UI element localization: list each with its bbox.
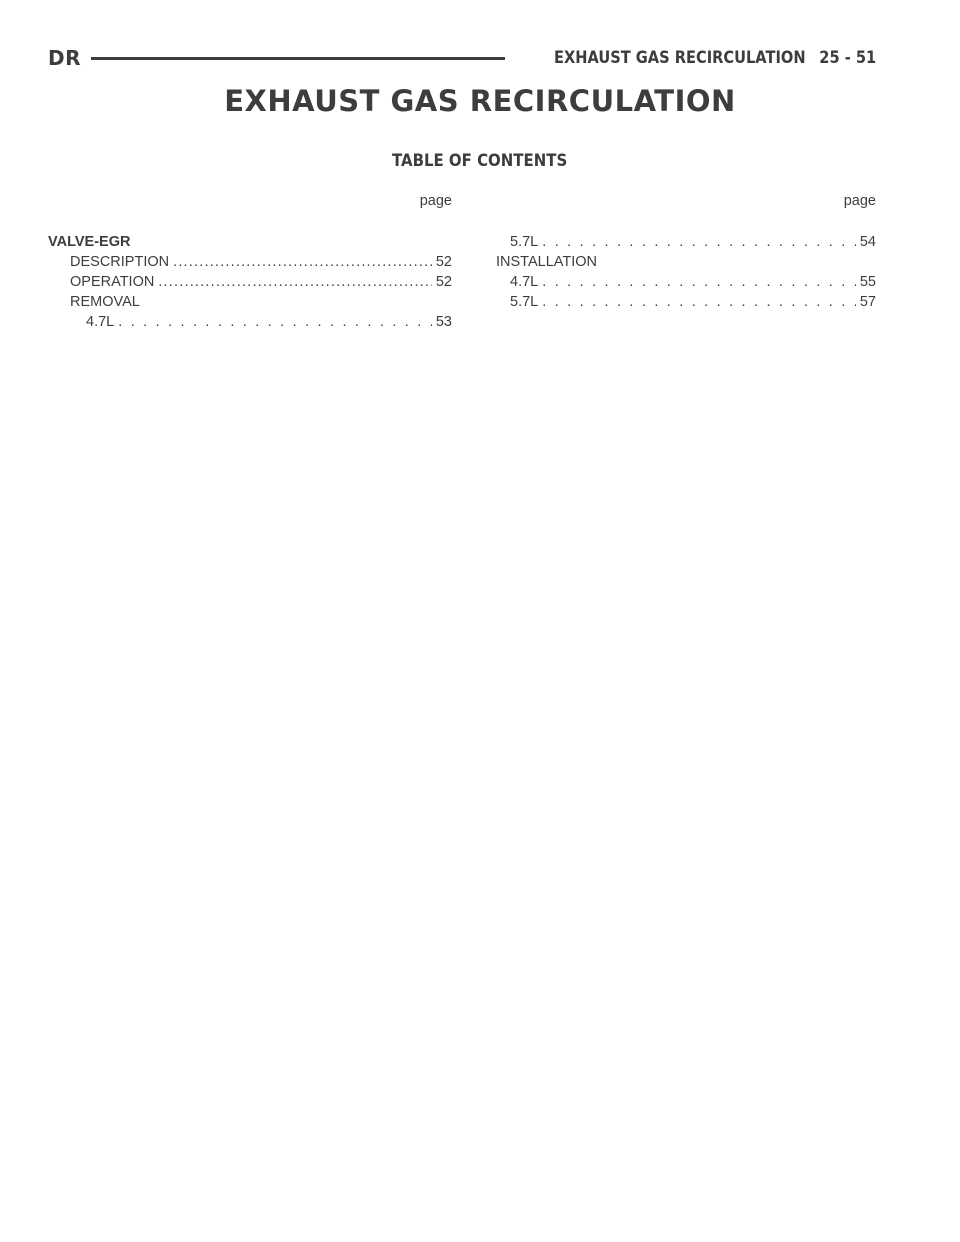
- toc-entry-label: OPERATION: [70, 274, 155, 290]
- header-rule: [91, 57, 505, 60]
- toc-entry-removal-5-7l[interactable]: [496, 232, 876, 252]
- dot-leader: [542, 272, 856, 292]
- dot-leader: [158, 272, 432, 292]
- toc-right-column: [496, 192, 876, 312]
- toc-entry-page: 54: [859, 234, 876, 250]
- header-page-number: 25 - 51: [819, 48, 876, 68]
- page-header: [48, 44, 876, 72]
- toc-entry-description[interactable]: [48, 252, 452, 272]
- toc-entry-label: 5.7L: [510, 234, 539, 250]
- toc-entry-removal[interactable]: [48, 292, 452, 312]
- toc-heading: TABLE OF CONTENTS: [392, 151, 568, 171]
- toc-entry-label: 4.7L: [86, 314, 115, 330]
- dot-leader: [118, 312, 432, 332]
- toc-entry-label: REMOVAL: [70, 294, 140, 310]
- toc-entry-label: 5.7L: [510, 294, 539, 310]
- toc-entry-page: 52: [435, 274, 452, 290]
- toc-entry-operation[interactable]: [48, 272, 452, 292]
- toc-entry-page: 52: [435, 254, 452, 270]
- page-column-label: page: [843, 193, 876, 209]
- header-code: DR: [48, 46, 82, 70]
- dot-leader: [542, 232, 856, 252]
- page-column-label: page: [419, 193, 452, 209]
- toc-entry-page: 55: [859, 274, 876, 290]
- toc-entry-removal-4-7l[interactable]: [48, 312, 452, 332]
- header-section-title: EXHAUST GAS RECIRCULATION: [554, 48, 806, 68]
- dot-leader: [542, 292, 856, 312]
- toc-entry-valve-egr[interactable]: [48, 232, 452, 252]
- toc-entry-installation[interactable]: [496, 252, 876, 272]
- toc-entry-label: 4.7L: [510, 274, 539, 290]
- toc-entry-label: VALVE-EGR: [48, 234, 131, 250]
- dot-leader: [173, 252, 432, 272]
- toc-entry-label: DESCRIPTION: [70, 254, 170, 270]
- toc-entry-page: 53: [435, 314, 452, 330]
- page-title: EXHAUST GAS RECIRCULATION: [224, 84, 736, 118]
- toc-entry-installation-4-7l[interactable]: [496, 272, 876, 292]
- toc-entry-page: 57: [859, 294, 876, 310]
- toc-entry-label: INSTALLATION: [496, 254, 597, 270]
- toc-entry-installation-5-7l[interactable]: [496, 292, 876, 312]
- toc-left-column: [48, 192, 452, 332]
